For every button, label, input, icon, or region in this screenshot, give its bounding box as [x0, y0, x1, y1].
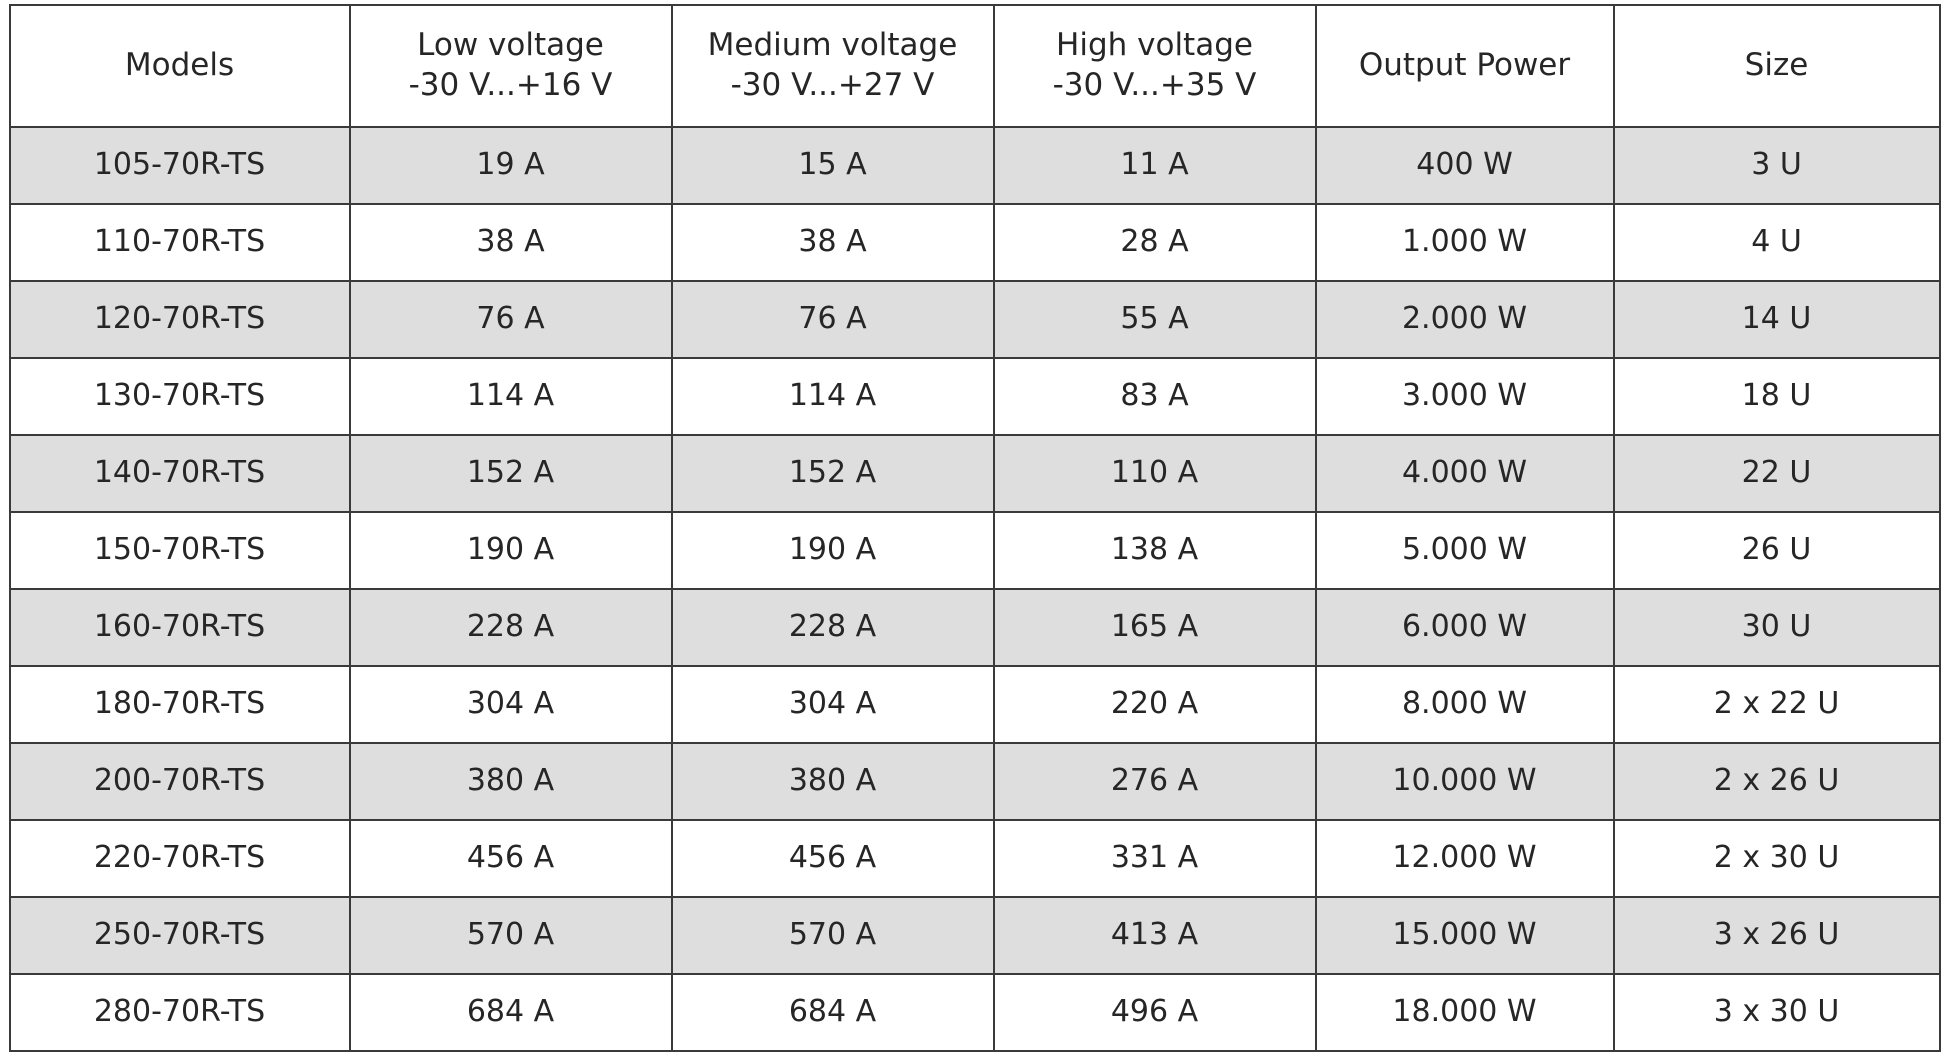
table-row: [10, 974, 1940, 1051]
cell-medium-voltage: 190 A: [672, 512, 994, 589]
cell-medium-voltage: 228 A: [672, 589, 994, 666]
cell-high-voltage: 138 A: [994, 512, 1316, 589]
cell-medium-voltage: 38 A: [672, 204, 994, 281]
cell-size: 2 x 22 U: [1614, 666, 1940, 743]
cell-low-voltage: 76 A: [350, 281, 672, 358]
cell-model: 220-70R-TS: [10, 820, 350, 897]
cell-high-voltage: 331 A: [994, 820, 1316, 897]
cell-high-voltage: 220 A: [994, 666, 1316, 743]
table-row: [10, 666, 1940, 743]
cell-medium-voltage: 15 A: [672, 127, 994, 204]
cell-low-voltage: 570 A: [350, 897, 672, 974]
cell-output-power: 5.000 W: [1316, 512, 1614, 589]
table-row: [10, 127, 1940, 204]
cell-model: 120-70R-TS: [10, 281, 350, 358]
cell-size: 2 x 26 U: [1614, 743, 1940, 820]
cell-high-voltage: 110 A: [994, 435, 1316, 512]
cell-output-power: 3.000 W: [1316, 358, 1614, 435]
cell-size: 3 x 26 U: [1614, 897, 1940, 974]
cell-low-voltage: 114 A: [350, 358, 672, 435]
cell-low-voltage: 456 A: [350, 820, 672, 897]
cell-high-voltage: 83 A: [994, 358, 1316, 435]
cell-size: 4 U: [1614, 204, 1940, 281]
column-header-models-title: Models: [124, 47, 235, 84]
cell-high-voltage: 55 A: [994, 281, 1316, 358]
table-row: [10, 897, 1940, 974]
cell-size: 18 U: [1614, 358, 1940, 435]
cell-size: 26 U: [1614, 512, 1940, 589]
cell-output-power: 1.000 W: [1316, 204, 1614, 281]
column-header-medium-voltage-range: -30 V...+27 V: [730, 67, 935, 103]
column-header-medium-voltage: [672, 5, 994, 127]
cell-high-voltage: 165 A: [994, 589, 1316, 666]
cell-medium-voltage: 380 A: [672, 743, 994, 820]
table-header: [10, 5, 1940, 127]
cell-size: 14 U: [1614, 281, 1940, 358]
cell-model: 150-70R-TS: [10, 512, 350, 589]
table-row: [10, 820, 1940, 897]
cell-low-voltage: 38 A: [350, 204, 672, 281]
cell-model: 180-70R-TS: [10, 666, 350, 743]
cell-output-power: 18.000 W: [1316, 974, 1614, 1051]
cell-model: 160-70R-TS: [10, 589, 350, 666]
cell-high-voltage: 496 A: [994, 974, 1316, 1051]
column-header-size: [1614, 5, 1940, 127]
table-body: [10, 127, 1940, 1051]
cell-model: 105-70R-TS: [10, 127, 350, 204]
cell-medium-voltage: 684 A: [672, 974, 994, 1051]
cell-high-voltage: 11 A: [994, 127, 1316, 204]
cell-low-voltage: 684 A: [350, 974, 672, 1051]
cell-medium-voltage: 570 A: [672, 897, 994, 974]
cell-output-power: 6.000 W: [1316, 589, 1614, 666]
cell-medium-voltage: 304 A: [672, 666, 994, 743]
table-row: [10, 358, 1940, 435]
cell-medium-voltage: 76 A: [672, 281, 994, 358]
cell-high-voltage: 413 A: [994, 897, 1316, 974]
cell-output-power: 4.000 W: [1316, 435, 1614, 512]
cell-model: 200-70R-TS: [10, 743, 350, 820]
cell-low-voltage: 152 A: [350, 435, 672, 512]
cell-model: 140-70R-TS: [10, 435, 350, 512]
cell-medium-voltage: 114 A: [672, 358, 994, 435]
table-row: [10, 589, 1940, 666]
column-header-size-title: Size: [1744, 47, 1809, 84]
cell-model: 130-70R-TS: [10, 358, 350, 435]
cell-high-voltage: 276 A: [994, 743, 1316, 820]
cell-model: 280-70R-TS: [10, 974, 350, 1051]
column-header-low-voltage-range: -30 V...+16 V: [408, 67, 613, 103]
cell-low-voltage: 304 A: [350, 666, 672, 743]
column-header-low-voltage: [350, 5, 672, 127]
cell-model: 110-70R-TS: [10, 204, 350, 281]
column-header-output-power-title: Output Power: [1358, 47, 1571, 84]
models-specification-table: [9, 4, 1941, 1052]
table-row: [10, 743, 1940, 820]
cell-output-power: 2.000 W: [1316, 281, 1614, 358]
cell-size: 30 U: [1614, 589, 1940, 666]
cell-output-power: 400 W: [1316, 127, 1614, 204]
cell-output-power: 12.000 W: [1316, 820, 1614, 897]
cell-model: 250-70R-TS: [10, 897, 350, 974]
table-row: [10, 281, 1940, 358]
cell-low-voltage: 19 A: [350, 127, 672, 204]
cell-size: 3 U: [1614, 127, 1940, 204]
table-row: [10, 204, 1940, 281]
cell-low-voltage: 190 A: [350, 512, 672, 589]
column-header-models: [10, 5, 350, 127]
cell-output-power: 15.000 W: [1316, 897, 1614, 974]
column-header-high-voltage-title: High voltage: [1056, 27, 1253, 64]
table-row: [10, 435, 1940, 512]
cell-high-voltage: 28 A: [994, 204, 1316, 281]
cell-size: 22 U: [1614, 435, 1940, 512]
column-header-low-voltage-title: Low voltage: [417, 27, 604, 64]
cell-medium-voltage: 152 A: [672, 435, 994, 512]
table-row: [10, 512, 1940, 589]
cell-low-voltage: 380 A: [350, 743, 672, 820]
column-header-medium-voltage-title: Medium voltage: [707, 27, 958, 64]
cell-size: 3 x 30 U: [1614, 974, 1940, 1051]
cell-low-voltage: 228 A: [350, 589, 672, 666]
cell-output-power: 8.000 W: [1316, 666, 1614, 743]
cell-size: 2 x 30 U: [1614, 820, 1940, 897]
column-header-high-voltage: [994, 5, 1316, 127]
cell-medium-voltage: 456 A: [672, 820, 994, 897]
column-header-high-voltage-range: -30 V...+35 V: [1052, 67, 1257, 103]
column-header-output-power: [1316, 5, 1614, 127]
cell-output-power: 10.000 W: [1316, 743, 1614, 820]
table-header-row: [10, 5, 1940, 127]
